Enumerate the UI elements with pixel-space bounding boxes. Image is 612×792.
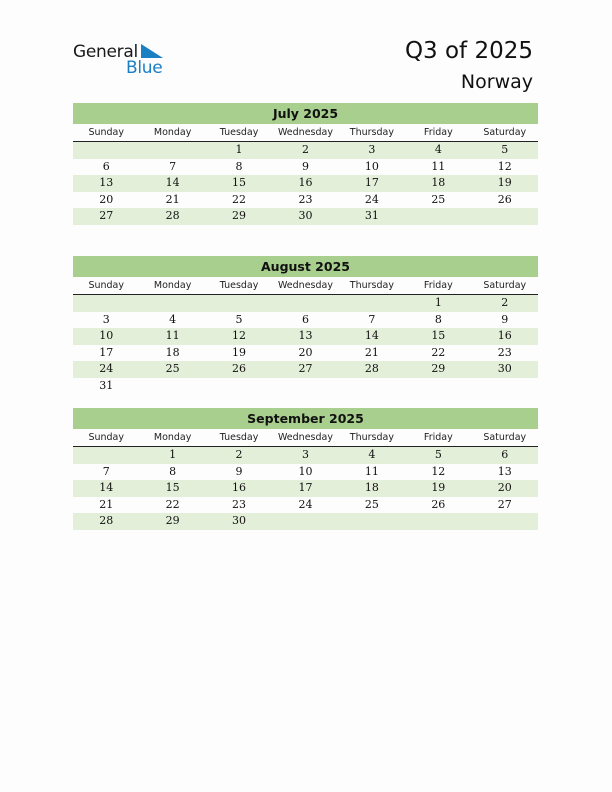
day-cell: 7 <box>102 464 110 478</box>
day-cell: 28 <box>165 209 180 222</box>
day-cell: 20 <box>99 192 114 206</box>
day-cell: 20 <box>298 345 313 359</box>
weekday-label: Thursday <box>349 280 394 291</box>
day-cell: 17 <box>99 345 114 359</box>
month-title: September 2025 <box>73 408 538 429</box>
day-cell: 11 <box>165 329 180 342</box>
day-cell: 21 <box>364 345 379 359</box>
weekday-header-row <box>73 277 538 295</box>
day-cell: 6 <box>301 312 309 326</box>
day-cell: 24 <box>298 497 313 511</box>
month-title: July 2025 <box>73 103 538 124</box>
weekday-header-row <box>73 124 538 142</box>
day-cell <box>272 513 338 530</box>
day-cell: 8 <box>235 159 243 173</box>
day-cell: 25 <box>165 362 180 375</box>
day-cell <box>472 513 538 530</box>
week-row <box>73 175 538 192</box>
day-cell: 12 <box>232 329 247 342</box>
day-cell: 10 <box>364 159 379 173</box>
day-cell: 29 <box>431 362 446 375</box>
day-cell: 30 <box>298 209 313 222</box>
day-cell: 30 <box>497 362 512 375</box>
day-cell: 1 <box>434 296 442 309</box>
day-cell: 16 <box>497 329 512 342</box>
logo-triangle-icon <box>141 44 163 60</box>
week-row <box>73 513 538 530</box>
day-cell: 17 <box>364 176 379 189</box>
logo-general-text: General <box>73 42 138 62</box>
day-cell: 25 <box>364 497 379 511</box>
week-row <box>73 497 538 514</box>
month-calendar <box>73 256 538 394</box>
weekday-label: Saturday <box>483 127 527 138</box>
day-cell: 29 <box>232 209 247 222</box>
day-cell: 23 <box>232 497 247 511</box>
week-row <box>73 447 538 464</box>
week-row <box>73 312 538 329</box>
day-cell: 27 <box>298 362 313 375</box>
weekday-label: Sunday <box>88 127 124 138</box>
week-row <box>73 192 538 209</box>
weekday-label: Wednesday <box>277 432 333 443</box>
day-cell: 12 <box>431 464 446 478</box>
day-cell: 12 <box>497 159 512 173</box>
day-cell <box>73 447 139 464</box>
weekday-label: Monday <box>153 432 192 443</box>
day-cell <box>339 513 405 530</box>
weekday-header-row <box>73 429 538 447</box>
weekday-label: Tuesday <box>219 280 259 291</box>
day-cell: 1 <box>169 448 177 461</box>
day-cell: 15 <box>431 329 446 342</box>
day-cell: 26 <box>232 362 247 375</box>
weekday-label: Friday <box>423 432 453 443</box>
day-cell: 5 <box>434 448 442 461</box>
page-subtitle: Norway <box>460 71 533 93</box>
day-cell: 10 <box>298 464 313 478</box>
day-cell: 25 <box>431 192 446 206</box>
day-cell: 3 <box>301 448 309 461</box>
weekday-label: Thursday <box>349 432 394 443</box>
day-cell <box>206 295 272 312</box>
weekday-label: Monday <box>153 280 192 291</box>
logo-blue-text: Blue <box>126 58 163 78</box>
day-cell: 5 <box>235 312 243 326</box>
day-cell: 18 <box>165 345 180 359</box>
day-cell: 28 <box>99 514 114 527</box>
day-cell: 20 <box>497 481 512 494</box>
weekday-label: Saturday <box>483 280 527 291</box>
day-cell: 6 <box>501 448 509 461</box>
day-cell: 2 <box>235 448 243 461</box>
day-cell: 30 <box>232 514 247 527</box>
day-cell: 29 <box>165 514 180 527</box>
day-cell: 1 <box>235 143 243 156</box>
day-cell: 27 <box>99 209 114 222</box>
day-cell: 7 <box>169 159 177 173</box>
week-row <box>73 480 538 497</box>
day-cell <box>139 378 205 395</box>
weekday-label: Tuesday <box>219 127 259 138</box>
day-cell: 13 <box>497 464 512 478</box>
day-cell <box>405 378 471 395</box>
day-cell: 22 <box>165 497 180 511</box>
day-cell: 31 <box>99 378 114 392</box>
day-cell: 9 <box>501 312 509 326</box>
day-cell: 19 <box>431 481 446 494</box>
day-cell: 4 <box>434 143 442 156</box>
weekday-label: Friday <box>423 127 453 138</box>
day-cell: 15 <box>165 481 180 494</box>
day-cell <box>339 378 405 395</box>
day-cell: 19 <box>497 176 512 189</box>
day-cell: 2 <box>301 143 309 156</box>
month-calendar <box>73 103 538 225</box>
page-title: Q3 of 2025 <box>404 38 533 64</box>
month-title: August 2025 <box>73 256 538 277</box>
day-cell: 14 <box>165 176 180 189</box>
week-row <box>73 295 538 312</box>
day-cell: 21 <box>165 192 180 206</box>
weekday-label: Thursday <box>349 127 394 138</box>
day-cell: 22 <box>431 345 446 359</box>
day-cell: 3 <box>368 143 376 156</box>
day-cell: 28 <box>364 362 379 375</box>
day-cell: 16 <box>232 481 247 494</box>
day-cell: 5 <box>501 143 509 156</box>
weekday-label: Saturday <box>483 432 527 443</box>
day-cell: 11 <box>364 464 379 478</box>
week-row <box>73 464 538 481</box>
day-cell: 13 <box>298 329 313 342</box>
weekday-label: Wednesday <box>277 127 333 138</box>
day-cell <box>139 295 205 312</box>
day-cell <box>139 142 205 159</box>
month-calendar <box>73 408 538 530</box>
day-cell <box>206 378 272 395</box>
day-cell: 17 <box>298 481 313 494</box>
weekday-label: Monday <box>153 127 192 138</box>
day-cell <box>339 295 405 312</box>
day-cell: 26 <box>431 497 446 511</box>
day-cell: 8 <box>169 464 177 478</box>
day-cell: 10 <box>99 329 114 342</box>
day-cell: 11 <box>431 159 446 173</box>
week-row <box>73 159 538 176</box>
day-cell: 8 <box>434 312 442 326</box>
day-cell: 14 <box>364 329 379 342</box>
day-cell: 18 <box>431 176 446 189</box>
day-cell <box>272 295 338 312</box>
day-cell: 26 <box>497 192 512 206</box>
day-cell: 4 <box>169 312 177 326</box>
day-cell: 2 <box>501 296 509 309</box>
week-row <box>73 142 538 159</box>
day-cell <box>405 208 471 225</box>
day-cell: 9 <box>235 464 243 478</box>
day-cell: 23 <box>497 345 512 359</box>
day-cell: 3 <box>102 312 110 326</box>
day-cell: 23 <box>298 192 313 206</box>
weekday-label: Wednesday <box>277 280 333 291</box>
day-cell: 9 <box>301 159 309 173</box>
day-cell: 19 <box>232 345 247 359</box>
day-cell: 24 <box>99 362 114 375</box>
day-cell <box>272 378 338 395</box>
day-cell: 16 <box>298 176 313 189</box>
day-cell: 24 <box>364 192 379 206</box>
weekday-label: Friday <box>423 280 453 291</box>
day-cell: 7 <box>368 312 376 326</box>
weekday-label: Tuesday <box>219 432 259 443</box>
day-cell: 21 <box>99 497 114 511</box>
day-cell: 15 <box>232 176 247 189</box>
day-cell: 4 <box>368 448 376 461</box>
day-cell <box>472 378 538 395</box>
weekday-label: Sunday <box>88 432 124 443</box>
day-cell: 22 <box>232 192 247 206</box>
week-row <box>73 328 538 345</box>
day-cell: 14 <box>99 481 114 494</box>
day-cell <box>405 513 471 530</box>
weekday-label: Sunday <box>88 280 124 291</box>
week-row <box>73 361 538 378</box>
week-row <box>73 345 538 362</box>
week-row <box>73 378 538 395</box>
day-cell: 13 <box>99 176 114 189</box>
day-cell: 31 <box>364 209 379 222</box>
day-cell <box>73 295 139 312</box>
day-cell <box>472 208 538 225</box>
day-cell: 6 <box>102 159 110 173</box>
day-cell <box>73 142 139 159</box>
week-row <box>73 208 538 225</box>
logo <box>73 42 173 78</box>
day-cell: 18 <box>364 481 379 494</box>
day-cell: 27 <box>497 497 512 511</box>
